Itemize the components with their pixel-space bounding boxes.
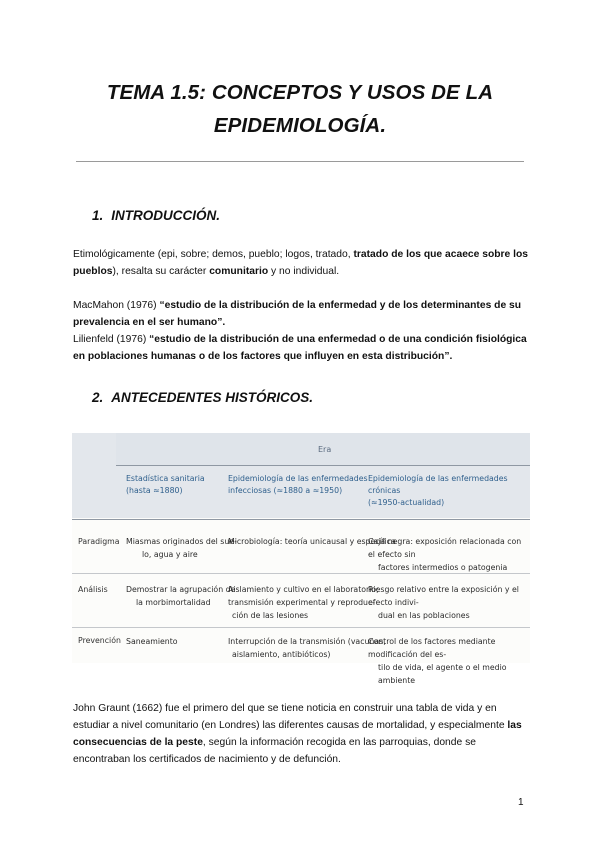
cell-line: Interrupción de la transmisión (vacunas, [228, 637, 386, 646]
paragraph-macmahon [73, 297, 529, 331]
cell-line: Miasmas originados del sue- [126, 537, 237, 546]
text-run: ), resalta su carácter [112, 266, 210, 277]
cell-line: tilo de vida, el agente o el medio ambiente [378, 663, 507, 685]
section-heading-introduccion [92, 208, 220, 223]
row-label: Prevención [78, 636, 121, 645]
table-rule [72, 573, 530, 574]
cell-line: Microbiología: teoría unicausal y específica [228, 537, 396, 546]
column-header-line: Epidemiología de las enfermedades [228, 474, 368, 483]
table-rule [72, 627, 530, 628]
table-cell [368, 583, 530, 622]
column-header-line: infecciosas (≈1880 a ≈1950) [228, 486, 343, 495]
text-run: , según la información recogida en las parroquias, donde se encontraban los certificados de nacimiento y de defunción. [73, 737, 476, 765]
page-number: 1 [518, 797, 524, 808]
text-run-bold: “estudio de la distribución de una enfermedad o de una condición fisiológica en poblaciones humanas o de los factores que influyen en esta distribución”. [73, 334, 527, 362]
table-cell [228, 583, 379, 622]
table-rule [72, 519, 530, 520]
era-label: Era [318, 445, 332, 454]
row-label: Paradigma [78, 537, 120, 546]
cell-line: Control de los factores mediante modificación del es- [368, 637, 496, 659]
table-cell [368, 635, 530, 687]
column-header [228, 473, 368, 497]
text-run: y no individual. [268, 266, 340, 277]
table-rule [116, 465, 530, 466]
paragraph-lilienfeld [73, 331, 529, 365]
column-header-line: Estadística sanitaria [126, 474, 205, 483]
table-cell [126, 583, 235, 609]
paragraph-etimologia [73, 246, 529, 280]
cell-line: ción de las lesiones [232, 611, 309, 620]
paragraph-graunt [73, 700, 529, 768]
cell-line: transmisión experimental y reproduc- [228, 598, 376, 607]
table-cell [368, 535, 530, 574]
text-run-bold: tratado de los que acaece sobre los pueblos [73, 249, 529, 277]
eras-table-image [72, 433, 530, 685]
text-run: MacMahon (1976) [73, 300, 160, 311]
table-cell [126, 635, 178, 648]
cell-line: aislamiento, antibióticos) [232, 650, 331, 659]
table-cell [228, 635, 386, 661]
text-run: Lilienfeld (1976) [73, 334, 150, 345]
section-number: 2. [92, 390, 104, 405]
text-run-bold: comunitario [209, 266, 269, 277]
cell-line: Riesgo relativo entre la exposición y el efecto indivi- [368, 585, 519, 607]
text-run-bold: las consecuencias de la peste [73, 720, 522, 748]
column-header-line: (≈1950-actualidad) [368, 498, 445, 507]
column-header-line: Epidemiología de las enfermedades crónicas [368, 474, 508, 495]
cell-line: Caja negra: exposición relacionada con el efecto sin [368, 537, 522, 559]
cell-line: la morbimortalidad [136, 598, 211, 607]
section-number: 1. [92, 208, 104, 223]
column-header [368, 473, 530, 509]
text-run-bold: “estudio de la distribución de la enfermedad y de los determinantes de su prevalencia en el ser humano”. [73, 300, 522, 328]
cell-line: dual en las poblaciones [378, 611, 470, 620]
text-run: John Graunt (1662) fue el primero del que se tiene noticia en construir una tabla de vida y en estudiar a nivel comunitario (en Londres) las diferentes causas de mortalidad, y especialmente [73, 703, 508, 731]
cell-line: Aislamiento y cultivo en el laboratorio; [228, 585, 379, 594]
text-run: Etimológicamente (epi, sobre; demos, pueblo; logos, tratado, [73, 249, 354, 260]
page-title [70, 76, 530, 142]
cell-line: lo, agua y aire [142, 550, 198, 559]
section-title: ANTECEDENTES HISTÓRICOS. [111, 390, 314, 405]
column-header-line: (hasta ≈1880) [126, 486, 183, 495]
section-heading-antecedentes [92, 390, 313, 405]
title-line-1: TEMA 1.5: CONCEPTOS Y USOS DE LA [106, 81, 494, 104]
table-cell [126, 535, 237, 561]
section-title: INTRODUCCIÓN. [111, 208, 221, 223]
title-line-2: EPIDEMIOLOGÍA. [213, 114, 387, 137]
cell-line: Demostrar la agrupación de [126, 585, 236, 594]
row-label: Análisis [78, 585, 108, 594]
cell-line: factores intermedios o patogenia [378, 563, 508, 572]
cell-line: Saneamiento [126, 637, 178, 646]
title-divider [76, 161, 524, 162]
column-header [126, 473, 205, 497]
